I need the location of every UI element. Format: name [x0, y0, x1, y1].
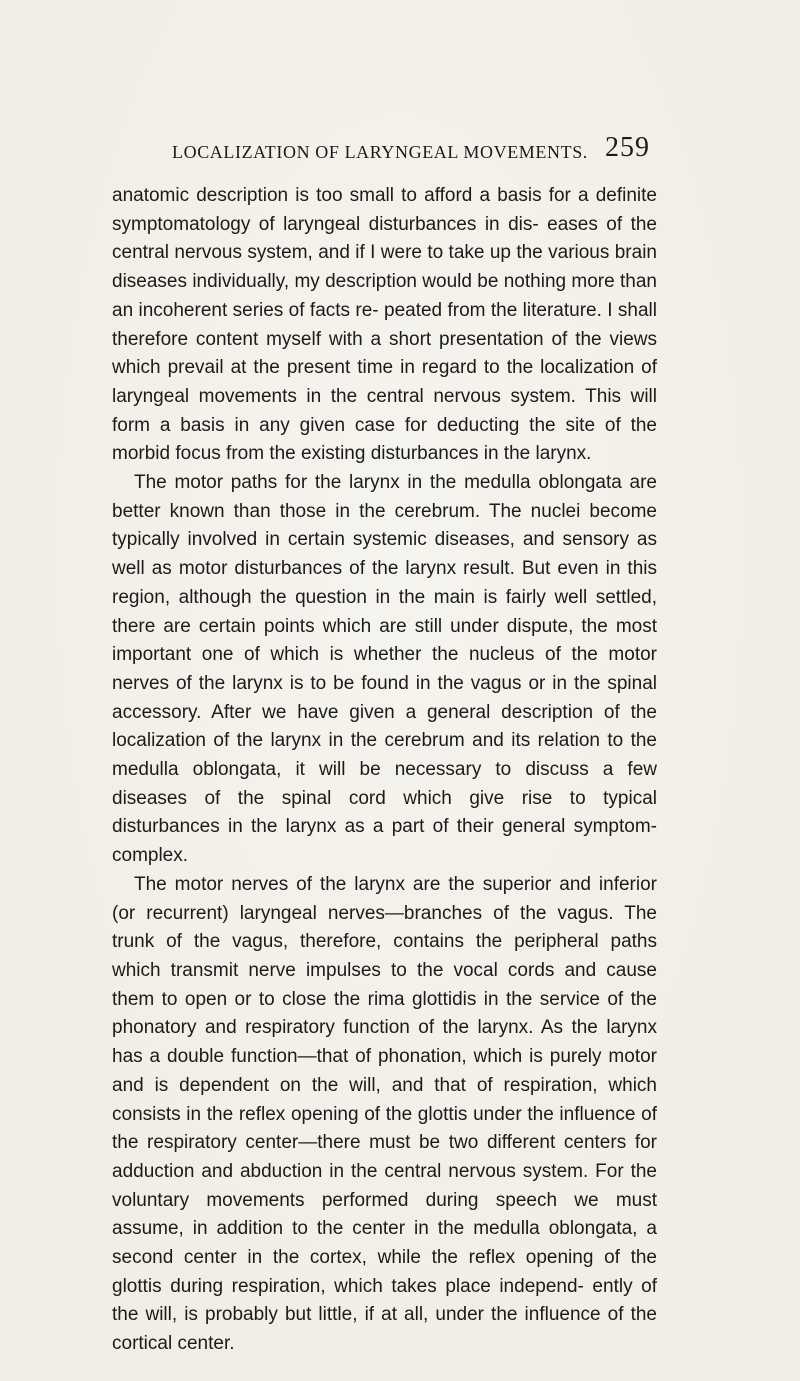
paragraph-2: The motor paths for the larynx in the medulla oblongata are better known than those in the cerebrum. The nuclei become typically involved in certain systemic diseases, and sensory as well as motor disturbances of the larynx result. But even in this region, although the question in the main is fairly well settled, there are certain points which are still under dispute, the most important one of which is whether the nucleus of the motor nerves of the larynx is to be found in the vagus or in the spinal accessory. After we have given a general description of the localization of the larynx in the cerebrum and its relation to the medulla oblongata, it will be necessary to discuss a few diseases of the spinal cord which give rise to typical disturbances in the larynx as a part of their general symptom-complex. — [112, 472, 657, 867]
body-text — [112, 182, 657, 1359]
paragraph-1: anatomic description is too small to afford a basis for a definite symptomatology of laryngeal disturbances in dis- eases of the central nervous system, and if I were to take up the various brain diseases individually, my description would be nothing more than an incoherent series of facts re- peated from the literature. I shall therefore content myself with a short presentation of the views which prevail at the present time in regard to the localization of laryngeal movements in the central nervous system. This will form a basis in any given case for deducting the site of the morbid focus from the existing disturbances in the larynx. — [112, 185, 657, 465]
running-head — [172, 137, 637, 167]
running-title: LOCALIZATION OF LARYNGEAL MOVEMENTS. — [172, 142, 588, 162]
page-number: 259 — [605, 132, 650, 163]
paragraph-3: The motor nerves of the larynx are the superior and inferior (or recurrent) laryngeal nerves—branches of the vagus. The trunk of the vagus, therefore, contains the peripheral paths which transmit nerve impulses to the vocal cords and cause them to open or to close the rima glottidis in the service of the phonatory and respiratory function of the larynx. As the larynx has a double function—that of phonation, which is purely motor and is dependent on the will, and that of respiration, which consists in the reflex opening of the glottis under the influence of the respiratory center—there must be two different centers for adduction and abduction in the central nervous system. For the voluntary movements performed during speech we must assume, in addition to the center in the medulla oblongata, a second center in the cortex, while the reflex opening of the glottis during respiration, which takes place independ- ently of the will, is probably but little, if at all, under the influence of the cortical center. — [112, 873, 657, 1355]
